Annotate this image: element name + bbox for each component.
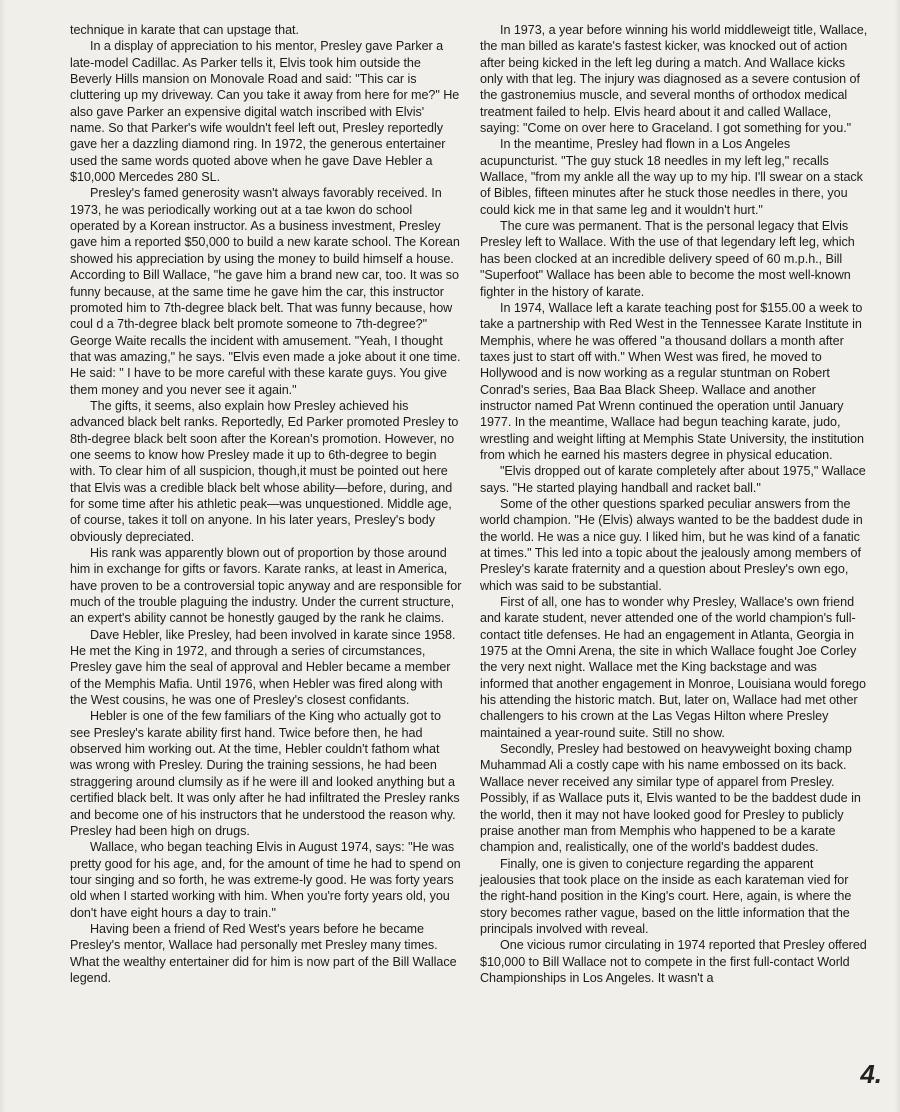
- scan-edge-left: [0, 0, 6, 1112]
- paragraph: In 1973, a year before winning his world middleweigt title, Wallace, the man billed as karate's fastest kicker, was knocked out of action after being kicked in the left leg during a match. And Wallace kicks only with that leg. The injury was diagnosed as a severe contusion of the gastronemius muscle, and several months of orthodox medical treatment failed to help. Elvis heard about it and called Wallace, saying: "Come on over here to Graceland. I got something for you.": [480, 23, 868, 136]
- paragraph: Secondly, Presley had bestowed on heavyweight boxing champ Muhammad Ali a costly cape with his name embossed on its back. Wallace never received any similar type of apparel from Presley. Possibly, if as Wallace puts it, Elvis wanted to be the baddest dude in the world, then it may not have looked good for Presley to publicly praise another man from Memphis who happened to be a karate champion and, realistically, one of the world's baddest dudes.: [480, 742, 861, 855]
- paragraph: The cure was permanent. That is the personal legacy that Elvis Presley left to Wallace. With the use of that legendary left leg, which has been clocked at an incredible delivery speed of 60 m.p.h., Bill "Superfoot" Wallace has been able to become the most well-known fighter in the history of karate.: [480, 219, 855, 299]
- paragraph: In a display of appreciation to his mentor, Presley gave Parker a late-model Cadillac. As Parker tells it, Elvis took him outside the Beverly Hills mansion on Monovale Road and said: "This car is cluttering up my driveway. Can you take it away from here for me?" He also gave Parker an expensive digital watch inscribed with Elvis' name. So that Parker's wife wouldn't feel left out, Presley reportedly gave her a dazzling diamond ring. In 1972, the generous entertainer used the same words quoted above when he gave Dave Hebler a $10,000 Mercedes 280 SL.: [70, 39, 460, 185]
- paragraph: First of all, one has to wonder why Presley, Wallace's own friend and karate student, never attended one of the world champion's full-contact title defenses. He had an engagement in Atlanta, Georgia in 1975 at the Omni Arena, the site in which Wallace fought Joe Corley the very next night. Wallace met the King backstage and was informed that another engagement in Monroe, Louisiana would forego his attending the historic match. But, later on, Wallace had met other challengers to his crown at the Las Vegas Hilton where Presley maintained a year-round suite. Still no show.: [480, 595, 866, 740]
- paragraph: Some of the other questions sparked peculiar answers from the world champion. "He (Elvis) always wanted to be the baddest dude in the world. He was a nice guy. I liked him, but he was kind of a fanatic at times." This led into a topic about the jealously among members of Presley's karate fraternity and a question about Presley's own ego, which was said to be substantial.: [480, 496, 863, 593]
- paragraph: One vicious rumor circulating in 1974 reported that Presley offered $10,000 to Bill Wallace not to compete in the first full-contact World Championships in Los Angeles. It wasn't a: [480, 938, 867, 985]
- paragraph: Presley's famed generosity wasn't always favorably received. In 1973, he was periodically working out at a tae kwon do school operated by a Korean instructor. As a business investment, Presley gave him a reported $50,000 to build a new karate school. The Korean showed his appreciation by using the money to build himself a house. According to Bill Wallace, "he gave him a brand new car, too. It was so funny because, at the same time he gave him the car, this instructor promoted him to 7th-degree black belt. That was funny because, how coul d a 7th-degree black belt promote someone to 7th-degree?" George Waite recalls the incident with amusement. "Yeah, I thought that was amazing," he says. "Elvis even made a joke about it one time. He said: " I have to be more careful with these karate guys. You give them money and you never see it again.": [70, 186, 461, 397]
- paragraph: Dave Hebler, like Presley, had been involved in karate since 1958. He met the King in 1972, and through a series of circumstances, Presley gave him the seal of approval and Hebler became a member of the Memphis Mafia. Until 1976, when Hebler was fired along with the West cousins, he was one of Presley's closest confidants.: [70, 627, 456, 708]
- paragraph: technique in karate that can upstage that.: [70, 23, 299, 37]
- page-number: 4.: [860, 1059, 882, 1089]
- right-column: [480, 22, 868, 986]
- paragraph: Having been a friend of Red West's years before he became Presley's mentor, Wallace had personally met Presley many times. What the wealthy entertainer did for him is now part of the Bill Wallace legend.: [70, 921, 457, 985]
- paragraph: Finally, one is given to conjecture regarding the apparent jealousies that took place on the inside as each karateman vied for the right-hand position in the King's court. Here, again, is where the story becomes rather vague, based on the little information that the principals involved with reveal.: [480, 856, 852, 936]
- left-column: [70, 22, 462, 986]
- paragraph: Wallace, who began teaching Elvis in August 1974, says: "He was pretty good for his age, and, for the amount of time he had to spend on tour singing and so forth, he was extreme-ly good. He was forty years old when I started working with him. When you're forty years old, you don't have eight hours a day to train.": [70, 840, 461, 920]
- paragraph: Hebler is one of the few familiars of the King who actually got to see Presley's karate ability first hand. Twice before then, he had observed him working out. At the time, Hebler couldn't fathom what was wrong with Presley. During the training sessions, he had been straggering around clumsily as if he were ill and looked anything but a certified black belt. It was only after he had infiltrated the Presley ranks and become one of his instructors that he understood the reason why. Presley had been high on drugs.: [70, 709, 460, 838]
- paragraph: His rank was apparently blown out of proportion by those around him in exchange for gifts or favors. Karate ranks, at least in America, have proven to be a controversial topic anyway and are responsible for much of the trouble plaguing the industry. Under the current structure, an expert's ability cannot be honestly gauged by the rank he claims.: [70, 546, 462, 626]
- paragraph: In 1974, Wallace left a karate teaching post for $155.00 a week to take a partnership with Red West in the Tennessee Karate Institute in Memphis, where he was offered "a thousand dollars a month after taxes just to start off with." When West was fired, he moved to Hollywood and is now working as a regular stuntman on Robert Conrad's series, Baa Baa Black Sheep. Wallace and another instructor named Pat Wrenn continued the operation until January 1977. In the meantime, Wallace had begun teaching karate, judo, wrestling and weight lifting at Memphis State University, the institution from which he earned his masters degree in physical education.: [480, 300, 864, 462]
- paragraph: "Elvis dropped out of karate completely after about 1975," Wallace says. "He started playing handball and racket ball.": [480, 464, 866, 495]
- scan-edge-right: [894, 0, 900, 1112]
- paragraph: The gifts, it seems, also explain how Presley achieved his advanced black belt ranks. Reportedly, Ed Parker promoted Presley to 8th-degree black belt soon after the Korean's promotion. However, no one seems to know how Presley made it up to 6th-degree to begin with. To clear him of all suspicion, though,it must be pointed out here that Elvis was a credible black belt whose ability—before, during, and for some time after his athletic peak—was unquestioned. Middle age, of course, takes it toll on anyone. In his later years, Presley's body obviously depreciated.: [70, 398, 459, 544]
- paragraph: In the meantime, Presley had flown in a Los Angeles acupuncturist. "The guy stuck 18 needles in my left leg," recalls Wallace, "from my ankle all the way up to my hip. I'll swear on a stack of Bibles, fifteen minutes after he stuck those needles in there, you could kick me in that same leg and it wouldn't hurt.": [480, 137, 863, 217]
